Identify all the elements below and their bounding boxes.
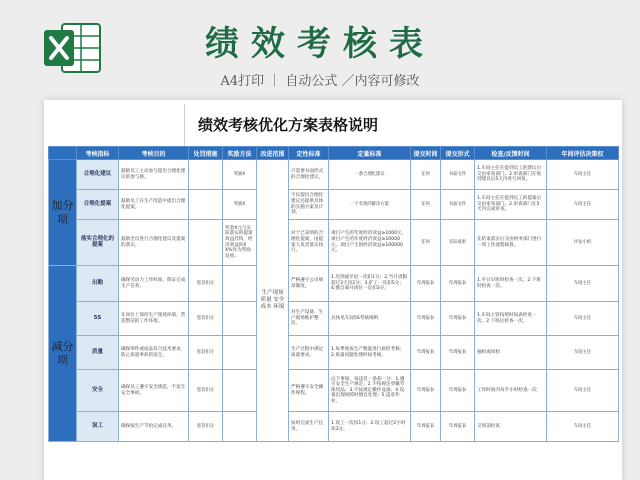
appraisal-table <box>48 146 619 442</box>
quant-cell: 项目产生的年度经济效益≥1000元。项目产生的年度经济效益≥10000元。项目产生的经济效益≥100000元。 <box>329 220 411 266</box>
reward-cell <box>223 370 257 412</box>
time-cell: 年周报表 <box>411 266 441 302</box>
reward-cell <box>223 336 257 370</box>
form-cell: 书面文件 <box>441 190 475 220</box>
check-cell: 1.车间主任在提到员工的建议后交由审查部门。2.审查部门在收到建议后5天内进行回复。 <box>475 160 547 190</box>
quant-cell: 1.迟到或早退一次扣1分；2.当月请假超过2天扣2分；3.旷工一次扣5分；4.擅自离开岗位一次扣3分。 <box>329 266 411 302</box>
punish-cell: 惩罚扣分 <box>189 412 223 442</box>
purpose-cell: 鼓励全员进行合理化建议及提案的落实。 <box>119 220 189 266</box>
header-cell: 定量标准 <box>329 147 411 160</box>
header-cell: 年间评估决策权 <box>547 147 619 160</box>
item-cell: 合理化提案 <box>77 190 119 220</box>
header-cell-blank <box>49 147 77 160</box>
punish-cell <box>189 190 223 220</box>
purpose-cell: 确保零件或成品符合技术要求，防止质量事故的发生。 <box>119 336 189 370</box>
decision-cell: 车间主任 <box>547 160 619 190</box>
table-row <box>49 302 619 336</box>
header-cell: 考核指标 <box>77 147 119 160</box>
table-row <box>49 160 619 190</box>
quant-cell: 一个有效的解决方案 <box>329 190 411 220</box>
quant-cell: 1.每季度按生产数量进行质检考核；2.质量问题处理时间考核。 <box>329 336 411 370</box>
quant-cell: 以下事项，每违反一条扣一分：1.遵守安全生产规定；2.不按规定穿戴劳保用品；3.不按规定操作设备；4.设备出现故障时擅自处理；5.违章作业。 <box>329 370 411 412</box>
qual-cell: 不仅提出合理化建议还提供具体的实施方案及计划。 <box>289 190 329 220</box>
table-row <box>49 220 619 266</box>
form-cell: 年周报表 <box>441 336 475 370</box>
punish-cell: 惩罚扣分 <box>189 336 223 370</box>
item-cell: 合理化建议 <box>77 160 119 190</box>
spreadsheet-preview <box>44 100 622 480</box>
punish-cell: 惩罚扣分 <box>189 370 223 412</box>
excel-icon <box>42 20 102 76</box>
check-cell: 在结束落实后交由财务部门进行一周工作流程核算。 <box>475 220 547 266</box>
reward-cell: 奖励X <box>223 160 257 190</box>
check-cell: 1.车间主管按照时间表检查一次。2.下班后检查一次。 <box>475 302 547 336</box>
category-label: 加分项 <box>51 198 74 226</box>
qual-cell: 生产过程中满足质量要求。 <box>289 336 329 370</box>
category-add <box>49 160 77 266</box>
decision-cell: 车间主任 <box>547 266 619 302</box>
check-cell: 1.平日早班时检查一次。2.下班时检查一次。 <box>475 266 547 302</box>
time-cell: 任何 <box>411 190 441 220</box>
table-header-row <box>49 147 619 160</box>
purpose-cell: 鼓励员工在生产改造中提出合理化提案。 <box>119 190 189 220</box>
punish-cell: 惩罚扣分 <box>189 302 223 336</box>
form-cell: 年周报表 <box>441 302 475 336</box>
purpose-cell: 在岗位上保持生产现场环境，营造整洁的工作环境。 <box>119 302 189 336</box>
check-cell: 工作时间内每半小时检查一次 <box>475 370 547 412</box>
check-cell: 1.车间主任在提到员工的提案后交由审查部门。2.审查部门在5天内完成审查。 <box>475 190 547 220</box>
header-cell: 定性标准 <box>289 147 329 160</box>
range-cell: 生产现场 质量 安全 成本 环境 <box>257 160 289 442</box>
time-cell: 任何 <box>411 160 441 190</box>
category-label: 减分项 <box>51 339 74 367</box>
punish-cell: 惩罚扣分 <box>189 266 223 302</box>
purpose-cell: 确保劳动力工作时间，保证完成生产任务。 <box>119 266 189 302</box>
header-cell: 奖励方法 <box>223 147 257 160</box>
qual-cell: 对生产设备、生产现场维护整洁。 <box>289 302 329 336</box>
item-cell: 出勤 <box>77 266 119 302</box>
qual-cell: 严格遵守安全操作规程。 <box>289 370 329 412</box>
qual-cell: 对于已采纳的合理化提案，由提案人负责落实执行。 <box>289 220 329 266</box>
decision-cell: 车间主任 <box>547 370 619 412</box>
reward-cell: 奖励X <box>223 190 257 220</box>
header-cell: 提交形式 <box>441 147 475 160</box>
item-cell: 5S <box>77 302 119 336</box>
check-cell: 交班前检查 <box>475 412 547 442</box>
page-title: 绩效考核表 <box>205 24 435 64</box>
form-cell: 书面文件 <box>441 160 475 190</box>
quant-cell: 一条合理化建议 <box>329 160 411 190</box>
item-cell: 安全 <box>77 370 119 412</box>
reward-cell: 奖金X元与实际落实的提案效益挂钩，经济效益的XX%作为奖励发放。 <box>223 220 257 266</box>
time-cell: 年周报表 <box>411 336 441 370</box>
decision-cell: 车间主任 <box>547 302 619 336</box>
reward-cell <box>223 412 257 442</box>
table-row <box>49 336 619 370</box>
table-row <box>49 370 619 412</box>
punish-cell <box>189 220 223 266</box>
purpose-cell: 确保按生产节拍完成任务。 <box>119 412 189 442</box>
check-cell: 抽检或同检 <box>475 336 547 370</box>
reward-cell <box>223 266 257 302</box>
header-cell: 考核目的 <box>119 147 189 160</box>
page-subtitle: A4打印 ｜ 自动公式 ／内容可修改 <box>220 74 420 89</box>
quant-cell: 1.误工一次扣1分；2.误工超过2小时扣3分。 <box>329 412 411 442</box>
table-row <box>49 266 619 302</box>
table-row <box>49 190 619 220</box>
reward-cell <box>223 302 257 336</box>
sheet-title: 绩效考核优化方案表格说明 <box>198 116 379 134</box>
header-banner <box>0 0 640 100</box>
decision-cell: 车间主任 <box>547 412 619 442</box>
decision-cell: 车间主任 <box>547 336 619 370</box>
divider <box>184 104 185 146</box>
item-cell: 落实合理化的提案 <box>77 220 119 266</box>
decision-cell: 车间主任 <box>547 190 619 220</box>
purpose-cell: 确保员工遵守安全规范，不发生安全事故。 <box>119 370 189 412</box>
qual-cell: 只需要书面形式的合理化建议。 <box>289 160 329 190</box>
sheet-title-bar <box>44 100 622 146</box>
header-cell: 改进范围 <box>257 147 289 160</box>
time-cell: 年周报表 <box>411 412 441 442</box>
time-cell: 任何 <box>411 220 441 266</box>
qual-cell: 严格遵守公司规章制度。 <box>289 266 329 302</box>
time-cell: 年周报表 <box>411 302 441 336</box>
quant-cell: 具体见车间5S考核细则 <box>329 302 411 336</box>
qual-cell: 按时完成生产任务。 <box>289 412 329 442</box>
table-row <box>49 412 619 442</box>
decision-cell: 评估小组 <box>547 220 619 266</box>
category-sub <box>49 266 77 442</box>
form-cell: 年周报表 <box>441 412 475 442</box>
form-cell: 年周报表 <box>441 266 475 302</box>
item-cell: 误工 <box>77 412 119 442</box>
item-cell: 质量 <box>77 336 119 370</box>
form-cell: 实际成果 <box>441 220 475 266</box>
form-cell: 年周报表 <box>441 370 475 412</box>
header-cell: 检查/反馈时间 <box>475 147 547 160</box>
header-cell: 提交时间 <box>411 147 441 160</box>
punish-cell <box>189 160 223 190</box>
header-cell: 处罚措施 <box>189 147 223 160</box>
purpose-cell: 鼓励员工主动参与提出合理化建议的参与感。 <box>119 160 189 190</box>
time-cell: 年周报表 <box>411 370 441 412</box>
